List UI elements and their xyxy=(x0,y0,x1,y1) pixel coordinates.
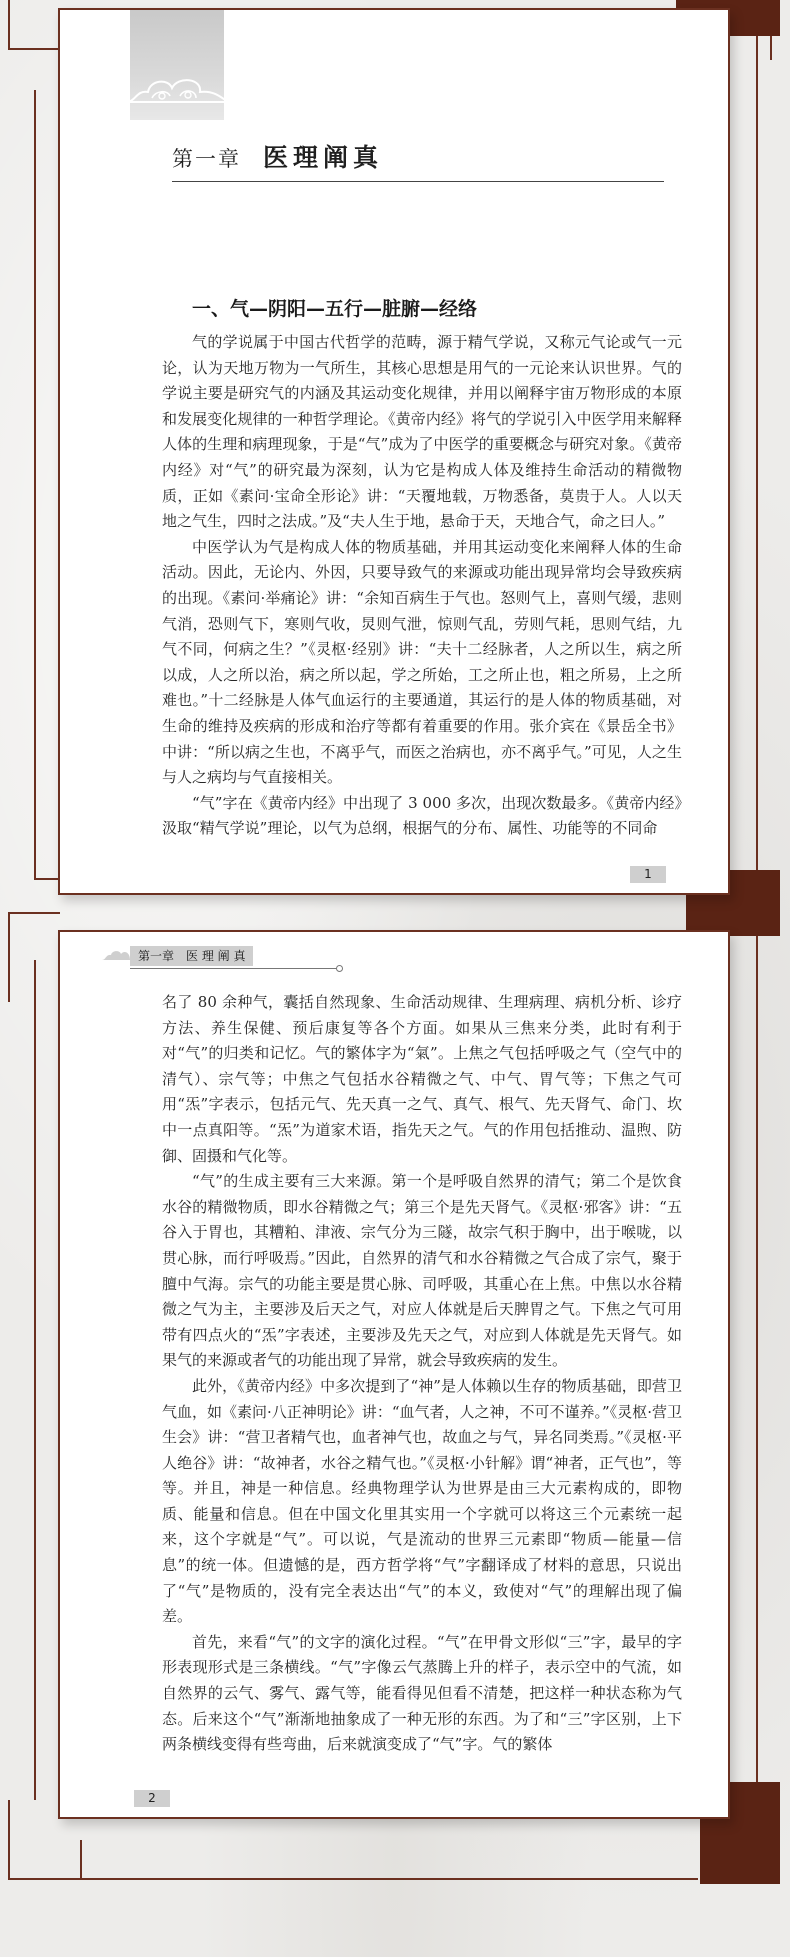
chapter-tab xyxy=(130,10,224,120)
paragraph: 气的学说属于中国古代哲学的范畴，源于精气学说，又称元气论或气一元论，认为天地万物为一气所生，其核心思想是用气的一元论来认识世界。气的学说主要是研究气的内涵及其运动变化规律，并用以阐释宇宙万物形成的本原和发展变化规律的一种哲学理论。《黄帝内经》将气的学说引入中医学用来解释人体的生理和病理现象，于是“气”成为了中医学的重要概念与研究对象。《黄帝内经》对“气”的研究最为深刻，认为它是构成人体及维持生命活动的精微物质，正如《素问·宝命全形论》讲：“天覆地载，万物悉备，莫贵于人。人以天地之气生，四时之法成。”及“夫人生于地，悬命于天，天地合气，命之曰人。” xyxy=(162,333,682,531)
running-header-dot xyxy=(336,965,343,972)
paragraph: 首先，来看“气”的文字的演化过程。“气”在甲骨文形似“三”字，最早的字形表现形式是三条横线。“气”字像云气蒸腾上升的样子，表示空中的气流，如自然界的云气、雾气、露气等，能看得见但看不清楚，把这样一种状态称为气态。后来这个“气”渐渐地抽象成了一种无形的东西。为了和“三”字区别，上下两条横线变得有些弯曲，后来就演变成了“气”字。气的繁体 xyxy=(162,1632,682,1754)
frame-line-left-outer xyxy=(8,0,10,50)
frame-line-right-p2 xyxy=(756,905,758,1825)
frame-line-bottom-h xyxy=(8,1878,698,1880)
frame-line-right-vert xyxy=(756,30,758,870)
frame-line-top-left xyxy=(8,48,60,50)
header-chapter-number: 第一章 xyxy=(138,949,175,963)
cloud-ornament-small-icon xyxy=(100,948,132,962)
book-page-2 xyxy=(58,930,730,1819)
page-number-1: 1 xyxy=(630,866,666,883)
chapter-number: 第一章 xyxy=(172,147,241,171)
frame-line-between-pages-h xyxy=(8,912,60,914)
frame-line-left-inner xyxy=(34,90,36,880)
frame-line-left-mid xyxy=(34,878,60,880)
page-number-2: 2 xyxy=(134,1790,170,1807)
title-rule xyxy=(172,181,664,182)
frame-line-between-pages xyxy=(8,912,10,1002)
page2-body xyxy=(162,990,682,1758)
paragraph-continuation: 名了 80 余种气，囊括自然现象、生命活动规律、生理病理、病机分析、诊疗方法、养生保健、预后康复等各个方面。如果从三焦来分类，此时有利于对“气”的归类和记忆。气的繁体字为“氣”。上焦之气包括呼吸之气（空气中的清气）、宗气等；中焦之气包括水谷精微之气、中气、胃气等；下焦之气可用“炁”字表示，包括元气、先天真一之气、真气、根气、先天肾气、命门、坎中一点真阳等。“炁”为道家术语，指先天之气。气的作用包括推动、温煦、防御、固摄和气化等。 xyxy=(162,993,682,1165)
chapter-title xyxy=(172,138,383,174)
chapter-name: 医理阐真 xyxy=(263,143,384,172)
running-header-box xyxy=(130,946,253,966)
running-header-rule xyxy=(130,968,338,969)
book-page-1 xyxy=(58,8,730,895)
paragraph: 中医学认为气是构成人体的物质基础，并用其运动变化来阐释人体的生命活动。因此，无论内、外因，只要导致气的来源或功能出现异常均会导致疾病的出现。《素问·举痛论》讲：“余知百病生于气也。怒则气上，喜则气缓，悲则气消，恐则气下，寒则气收，炅则气泄，惊则气乱，劳则气耗，思则气结，九气不同，何病之生？”《灵枢·经别》讲：“夫十二经脉者，人之所以生，病之所以成，人之所以治，病之所以起，学之所始，工之所止也，粗之所易，上之所难也。”十二经脉是人体气血运行的主要通道，其运行的是人体的物质基础，对生命的维持及疾病的形成和治疗等都有着重要的作用。张介宾在《景岳全书》中讲：“所以病之生也，不离乎气，而医之治病也，亦不离乎气。”可见，人之生与人之病均与气直接相关。 xyxy=(162,537,682,787)
section-heading: 一、气—阴阳—五行—脏腑—经络 xyxy=(192,298,478,320)
frame-line-bottom-left xyxy=(8,1800,10,1880)
frame-line-bottom-h2 xyxy=(80,1840,82,1880)
paragraph: 此外，《黄帝内经》中多次提到了“神”是人体赖以生存的物质基础，即营卫气血，如《素问·八正神明论》讲：“血气者，人之神，不可不谨养。”《灵枢·营卫生会》讲：“营卫者精气也，血者神气也，故血之与气，异名同类焉。”《灵枢·平人绝谷》讲：“故神者，水谷之精气也。”《灵枢·小针解》谓“神者，正气也”，等等。并且，神是一种信息。经典物理学认为世界是由三大元素构成的，即物质、能量和信息。但在中国文化里其实用一个字就可以将这三个元素统一起来，这个字就是“气”。可以说，气是流动的世界三元素即“物质—能量—信息”的统一体。但遗憾的是，西方哲学将“气”字翻译成了材料的意思，只说出了“气”是物质的，没有完全表达出“气”的本义，致使对“气”的理解出现了偏差。 xyxy=(162,1376,682,1626)
cloud-ornament-icon xyxy=(122,68,232,108)
page1-body xyxy=(162,330,682,842)
paragraph: “气”字在《黄帝内经》中出现了 3 000 多次，出现次数最多。《黄帝内经》汲取“精气学说”理论，以气为总纲，根据气的分布、属性、功能等的不同命 xyxy=(162,793,682,838)
paragraph: “气”的生成主要有三大来源。第一个是呼吸自然界的清气；第二个是饮食水谷的精微物质，即水谷精微之气；第三个是先天肾气。《灵枢·邪客》讲：“五谷入于胃也，其糟粕、津液、宗气分为三隧，故宗气积于胸中，出于喉咙，以贯心脉，而行呼吸焉。”因此，自然界的清气和水谷精微之气合成了宗气，聚于膻中气海。宗气的功能主要是贯心脉、司呼吸，其重心在上焦。中焦以水谷精微之气为主，主要涉及后天之气，对应人体就是后天脾胃之气。下焦之气可用带有四点火的“炁”字表述，主要涉及先天之气，对应到人体就是先天肾气。如果气的来源或者气的功能出现了异常，就会导致疾病的发生。 xyxy=(162,1172,682,1370)
header-chapter-name: 医 理 阐 真 xyxy=(186,949,246,963)
frame-line-left-p2 xyxy=(34,960,36,1800)
